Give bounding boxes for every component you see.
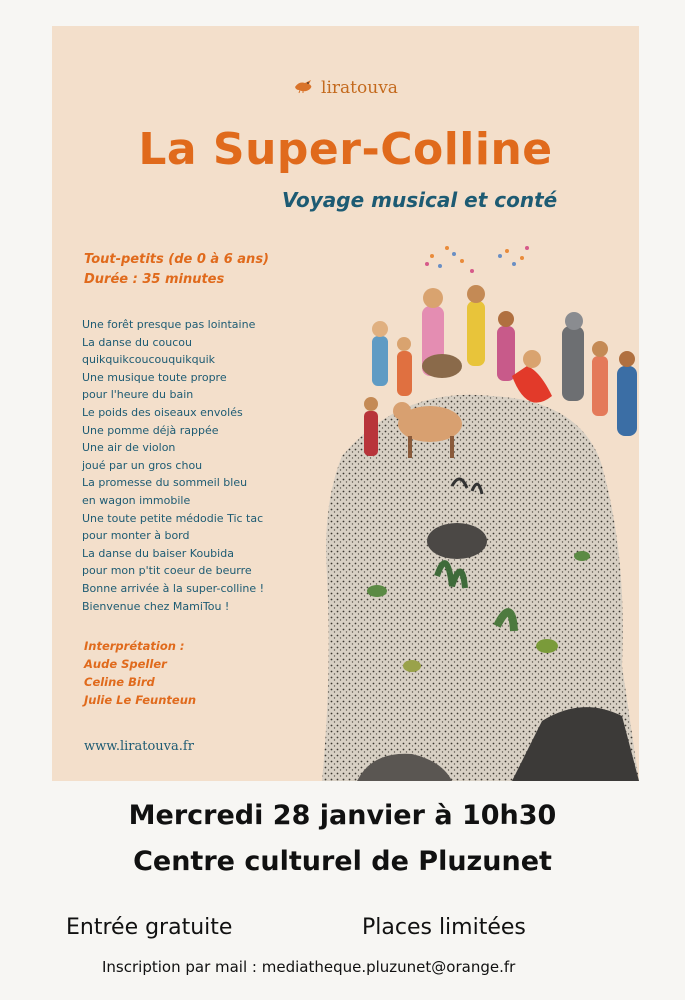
program-item: Une musique toute propre [82, 370, 227, 384]
program-item: La danse du baiser Koubida [82, 546, 234, 560]
hill-illustration [282, 226, 639, 781]
program-item: Le poids des oiseaux envolés [82, 405, 243, 419]
event-date: Mercredi 28 janvier à 10h30 [128, 800, 557, 831]
poster-subtitle: Voyage musical et conté [282, 188, 558, 212]
program-item: Une pomme déjà rappée [82, 423, 219, 437]
program-item: Une forêt presque pas lointaine [82, 318, 256, 331]
brand [52, 78, 639, 99]
poster-title: La Super-Colline [138, 124, 553, 175]
performer: Celine Bird [84, 675, 155, 689]
website-link[interactable]: www.liratouva.fr [84, 739, 194, 754]
program-item: La danse du coucou [82, 335, 193, 349]
program-item: pour monter à bord [82, 529, 190, 543]
performer: Aude Speller [84, 657, 167, 671]
brand-label: liratouva [321, 78, 398, 98]
duration-label: Durée : 35 minutes [84, 272, 225, 287]
program-item: joué par un gros chou [82, 458, 203, 472]
program-item: en wagon immobile [82, 493, 191, 507]
program-item: pour l'heure du bain [82, 388, 194, 402]
entry-info: Entrée gratuite [66, 915, 233, 940]
bird-icon [293, 78, 315, 99]
audience-info [84, 250, 269, 290]
places-info: Places limitées [362, 915, 526, 940]
audience-label: Tout-petits (de 0 à 6 ans) [84, 252, 269, 267]
program-item: Bienvenue chez MamiTou ! [82, 599, 230, 613]
program-item: Bonne arrivée à la super-colline ! [82, 581, 265, 595]
program-list [82, 316, 264, 615]
registration-info: Inscription par mail : mediatheque.pluzunet@orange.fr [102, 958, 516, 976]
program-item: pour mon p'tit coeur de beurre [82, 564, 252, 578]
credits-heading: Interprétation : [84, 639, 185, 653]
program-item: Une toute petite médodie Tic tac [82, 511, 264, 525]
program-item: La promesse du sommeil bleu [82, 476, 248, 490]
program-item: quikquikcoucouquikquik [82, 353, 216, 367]
credits [84, 637, 196, 709]
event-venue: Centre culturel de Pluzunet [133, 846, 552, 877]
program-item: Une air de violon [82, 441, 176, 455]
performer: Julie Le Feunteun [84, 693, 197, 707]
poster [52, 26, 639, 781]
